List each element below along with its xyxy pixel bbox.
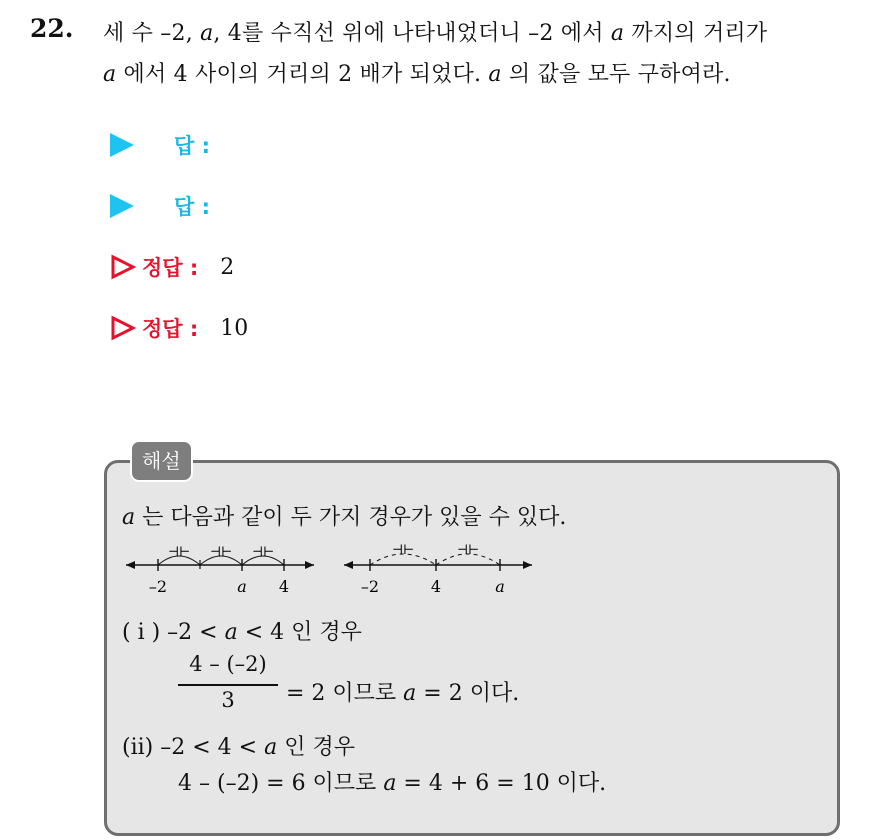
number-line-case-1 [126, 545, 314, 596]
tick-label: a [237, 577, 247, 596]
question-text-line-1: 세 수 –2, a, 4를 수직선 위에 나타내었더니 –2 에서 a 까지의 거리가 [103, 21, 768, 46]
case-2-heading: (ii) –2 < 4 < a 인 경우 [122, 735, 355, 760]
answer-row-1[interactable] [110, 130, 210, 160]
solution-tag: 해설 [130, 440, 193, 482]
fraction-denominator: 3 [221, 688, 235, 712]
correct-answer-value: 2 [220, 254, 235, 280]
question-text-line-2: a 에서 4 사이의 거리의 2 배가 되었다. a 의 값을 모두 구하여라. [103, 62, 731, 87]
number-line-diagram [118, 538, 548, 600]
tick-label: a [495, 577, 505, 596]
case-1-result: = 2 이므로 a = 2 이다. [286, 681, 520, 706]
correct-answer-value: 10 [220, 315, 249, 341]
equal-mark: ⊣⊢ [456, 543, 480, 558]
play-arrow-icon [110, 194, 134, 218]
tick-label: 4 [430, 577, 442, 596]
case-2-result: 4 – (–2) = 6 이므로 a = 4 + 6 = 10 이다. [178, 771, 607, 796]
correct-answer-row-2 [110, 313, 248, 343]
answer-label: 답 : [174, 195, 210, 219]
equal-mark: ⊣⊢ [391, 543, 415, 558]
correct-answer-label: 정답 : [142, 317, 199, 341]
fraction-bar [178, 684, 278, 686]
outline-triangle-icon [110, 315, 136, 341]
tick-label: –2 [148, 577, 168, 596]
play-arrow-icon [110, 133, 134, 157]
case-1-heading: ( i ) –2 < a < 4 인 경우 [122, 620, 362, 645]
fraction-numerator: 4 – (–2) [189, 652, 267, 676]
equal-mark: ⊣⊢ [209, 545, 233, 560]
answer-label: 답 : [174, 134, 210, 158]
solution-intro: a 는 다음과 같이 두 가지 경우가 있을 수 있다. [122, 505, 567, 530]
correct-answer-label: 정답 : [142, 256, 199, 280]
equal-mark: ⊣⊢ [167, 545, 191, 560]
question-number: 22. [30, 14, 74, 43]
answer-row-2[interactable] [110, 191, 210, 221]
equal-mark: ⊣⊢ [251, 545, 275, 560]
tick-label: 4 [278, 577, 290, 596]
outline-triangle-icon [110, 254, 136, 280]
correct-answer-row-1 [110, 252, 234, 282]
case-1-fraction [178, 652, 278, 714]
number-line-case-2 [344, 543, 532, 596]
tick-label: –2 [360, 577, 380, 596]
